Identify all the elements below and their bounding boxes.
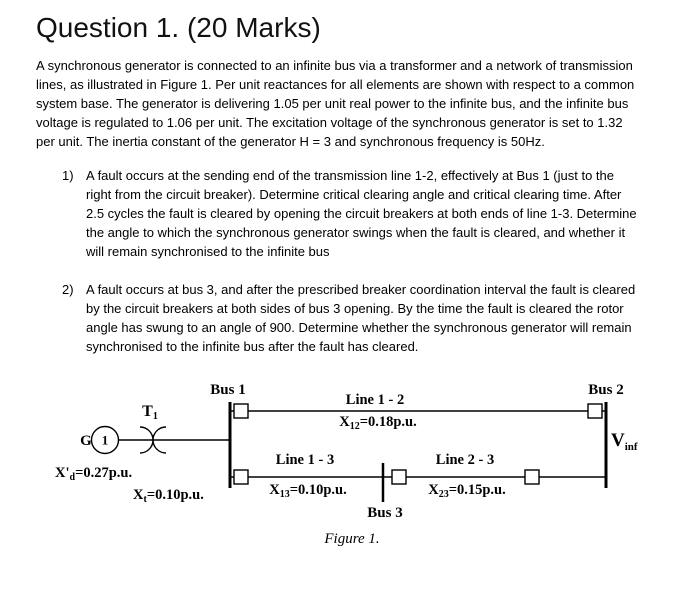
bus3-label: Bus 3 xyxy=(367,505,403,522)
line23-label: Line 2 - 3 xyxy=(435,452,495,469)
line13-label: Line 1 - 3 xyxy=(275,452,335,469)
line23-reactance-label: $X_{23}=0.15p.u$. xyxy=(428,482,506,501)
figure-1 xyxy=(28,378,676,548)
list-item-2 xyxy=(36,280,642,356)
transformer-reactance-label: $X_t=0.10p.u$. xyxy=(133,487,204,506)
figure-caption: Figure 1. xyxy=(324,531,380,548)
generator-number: 1 xyxy=(101,432,109,448)
list-item-1 xyxy=(36,166,642,261)
circuit-breaker-bus3-line23 xyxy=(392,470,406,484)
line13-reactance-label: $X_{13}=0.10p.u$. xyxy=(269,482,347,501)
list-item-2-number: 2) xyxy=(62,282,74,298)
single-line-diagram xyxy=(28,378,668,528)
list-item-1-number: 1) xyxy=(62,168,74,184)
circuit-breaker-bus1-line13 xyxy=(234,470,248,484)
question-title: Question 1. (20 Marks) xyxy=(36,12,321,43)
circuit-breaker-bus1-line12 xyxy=(234,404,248,418)
line12-reactance-label: $X_{12}=0.18p.u$. xyxy=(339,414,417,433)
bus1-label: Bus 1 xyxy=(210,382,246,399)
infinite-bus-voltage-label: $V_{inf}$ xyxy=(611,430,638,454)
line12-label: Line 1 - 2 xyxy=(345,392,405,409)
intro-paragraph: A synchronous generator is connected to an infinite bus via a transformer and a network of transmission lines, as illustrated in Figure 1. Per unit reactances for all elements are shown with respect to a common system base. The generator is delivering 1.05 per unit real power to the infinite bus, and the infinite bus voltage is regulated to 1.06 per unit. The excitation voltage of the synchronous generator is set to 1.32 per unit. The inertia constant of the generator H = 3 and synchronous frequency is 50Hz. xyxy=(36,58,635,150)
question-list xyxy=(36,166,642,356)
generator-letter: G xyxy=(80,433,92,450)
generator-reactance-label: $X'_d=0.27p.u$. xyxy=(55,465,133,484)
circuit-breaker-bus2-line23 xyxy=(525,470,539,484)
transformer-t1-label: T1 xyxy=(142,403,158,423)
bus2-label: Bus 2 xyxy=(588,382,624,399)
circuit-breaker-bus2-line12 xyxy=(588,404,602,418)
list-item-1-text: A fault occurs at the sending end of the transmission line 1-2, effectively at Bus 1 (just to the right from the circuit breaker). Determine critical clearing angle and critical clearing time. After 2.5 cycles the fault is cleared by opening the circuit breakers at both ends of line 1-3. Determine the angle to which the synchronous generator swings when the fault is cleared, and whether it will remain synchronised to the infinite bus xyxy=(86,168,637,260)
list-item-2-text: A fault occurs at bus 3, and after the prescribed breaker coordination interval the fault is cleared by the circuit breakers at both sides of bus 3 opening. By the time the fault is cleared the rotor angle has swung to an angle of 900. Determine whether the synchronous generator will remain synchronised to the infinite bus after the fault has cleared. xyxy=(86,282,636,355)
